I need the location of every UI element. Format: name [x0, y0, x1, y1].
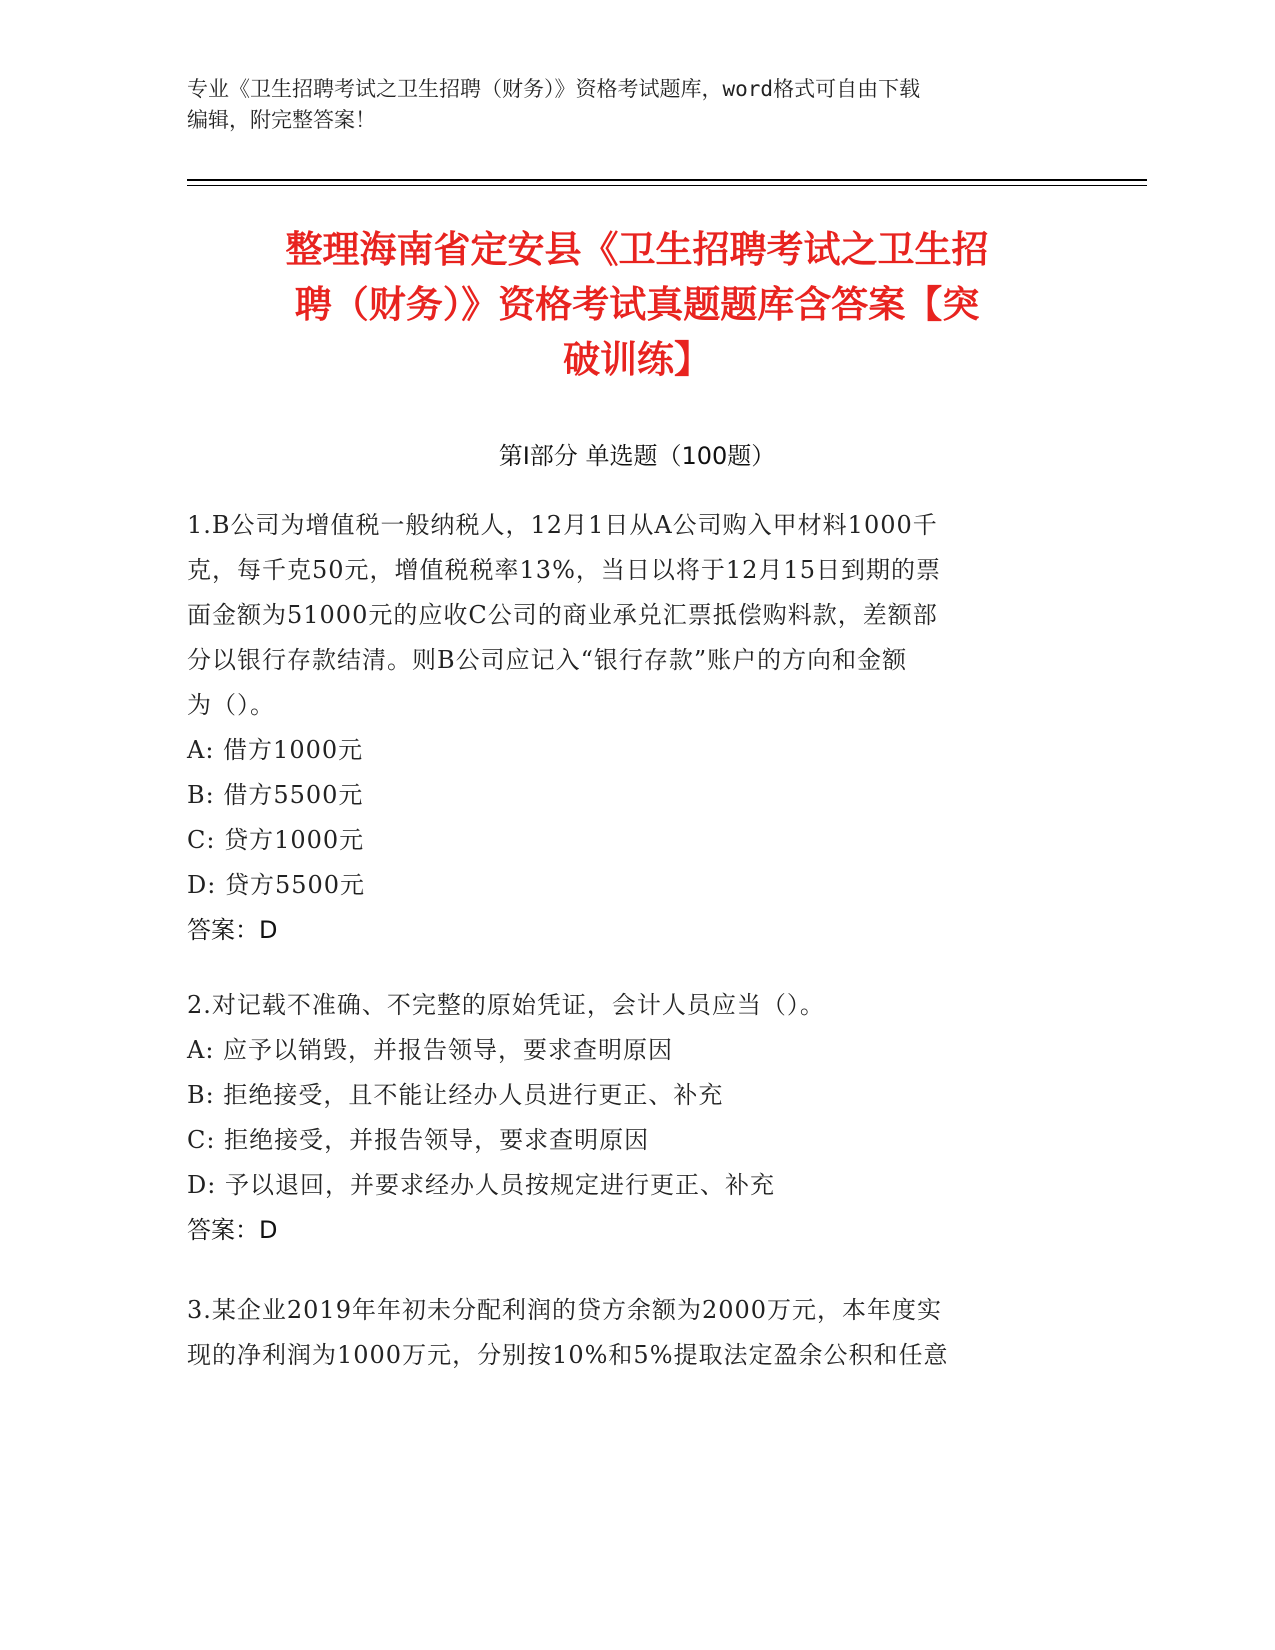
section-heading: 第Ⅰ部分 单选题（100题）	[498, 442, 776, 470]
question-stem-line: 为（）。	[187, 691, 275, 719]
header-note-line: 编辑，附完整答案！	[187, 108, 376, 132]
title-line: 破训练】	[563, 338, 711, 381]
question-stem-line: 分以银行存款结清。则B公司应记入“银行存款”账户的方向和金额	[187, 646, 908, 674]
title-line: 聘（财务）》资格考试真题题库含答案【突	[294, 283, 980, 326]
question-1	[187, 503, 1067, 953]
header-note	[187, 74, 1067, 136]
option-d: D: 贷方5500元	[187, 871, 366, 899]
title-line: 整理海南省定安县《卫生招聘考试之卫生招	[285, 228, 989, 271]
option-c: C: 贷方1000元	[187, 826, 365, 854]
header-divider-thick	[187, 179, 1147, 181]
question-stem-line: 3.某企业2019年年初未分配利润的贷方余额为2000万元，本年度实	[187, 1296, 943, 1324]
question-2	[187, 983, 1067, 1253]
answer-label: 答案：D	[187, 1216, 278, 1244]
answer-label: 答案：D	[187, 916, 278, 944]
option-b: B: 拒绝接受，且不能让经办人员进行更正、补充	[187, 1081, 724, 1109]
header-note-line: 专业《卫生招聘考试之卫生招聘（财务）》资格考试题库，word格式可自由下载	[187, 77, 921, 101]
option-a: A: 应予以销毁，并报告领导，要求查明原因	[187, 1036, 674, 1064]
option-c: C: 拒绝接受，并报告领导，要求查明原因	[187, 1126, 650, 1154]
option-b: B: 借方5500元	[187, 781, 364, 809]
question-stem-line: 现的净利润为1000万元，分别按10%和5%提取法定盈余公积和任意	[187, 1341, 949, 1369]
question-stem-line: 2.对记载不准确、不完整的原始凭证，会计人员应当（）。	[187, 991, 825, 1019]
question-3	[187, 1288, 1067, 1378]
question-stem-line: 1.B公司为增值税一般纳税人，12月1日从A公司购入甲材料1000千	[187, 511, 938, 539]
question-stem-line: 克，每千克50元，增值税税率13%，当日以将于12月15日到期的票	[187, 556, 941, 584]
option-a: A: 借方1000元	[187, 736, 364, 764]
question-stem-line: 面金额为51000元的应收C公司的商业承兑汇票抵偿购料款，差额部	[187, 601, 938, 629]
header-divider-thin	[187, 185, 1147, 186]
document-title	[187, 222, 1087, 387]
option-d: D: 予以退回，并要求经办人员按规定进行更正、补充	[187, 1171, 775, 1199]
